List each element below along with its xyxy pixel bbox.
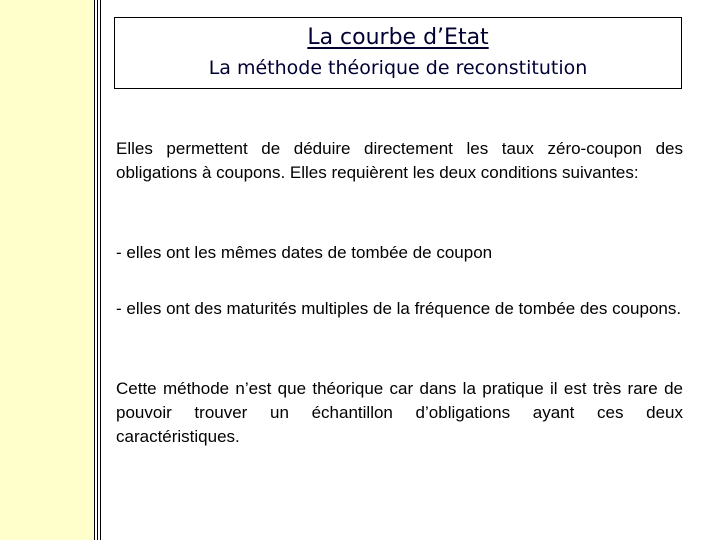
margin-rule <box>100 0 101 540</box>
conclusion-paragraph: Cette méthode n’est que théorique car dans la pratique il est très rare de pouvoir trouver un échantillon d’obligations ayant ces deux caractéristiques. <box>116 379 683 446</box>
slide-subtitle: La méthode théorique de reconstitution <box>208 57 588 79</box>
condition-two: - elles ont des maturités multiples de la fréquence de tombée des coupons. <box>116 299 682 318</box>
margin-rule <box>97 0 98 540</box>
condition-one: - elles ont les mêmes dates de tombée de coupon <box>116 243 493 262</box>
slide-title: La courbe d’Etat <box>307 25 489 50</box>
margin-rule <box>94 0 95 540</box>
title-box <box>114 17 682 89</box>
intro-paragraph: Elles permettent de déduire directement les taux zéro-coupon des obligations à coupons. Elles requièrent les deux conditions suivantes: <box>116 139 683 182</box>
left-margin-band <box>0 0 94 540</box>
